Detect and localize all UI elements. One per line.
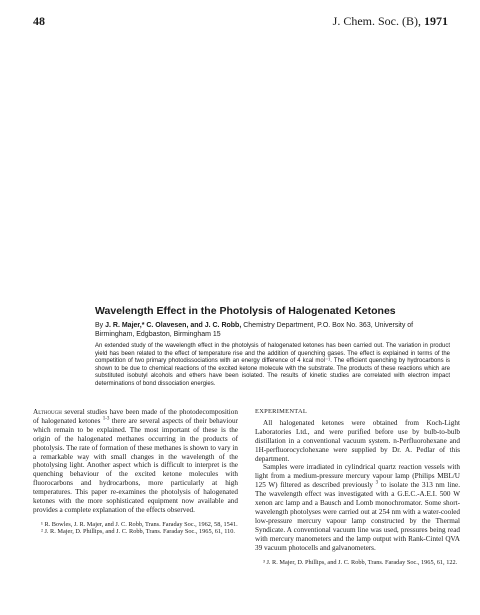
abstract: An extended study of the wavelength effect in the photolysis of halogenated ketones has been carried out. The variation in product yield has been related to the effect of temperature rise and the addition of quenching gases. The effect is explained in terms of the competition of two primary photodissociations with an energy difference of 4 kcal mol⁻¹. The efficient quenching by hydrocarbons is shown to be due to chemical reactions of the excited ketone molecule with the substrate. The products of these reactions which are substituted isobutyl alcohols and ethers have been isolated. The results of kinetic studies are correlated with electron impact determinations of bond dissociation energies.	[95, 343, 450, 387]
section-heading: EXPERIMENTAL	[255, 408, 308, 415]
footnotes-left	[33, 521, 238, 536]
intro-text-a: several studies have been made of the photodecomposition of halogenated ketones	[33, 408, 238, 425]
footnote-1: ¹ R. Bowles, J. R. Majer, and J. C. Robb, Trans. Faraday Soc., 1962, 58, 1541.	[41, 520, 238, 528]
page-number: 48	[33, 14, 45, 28]
affiliation: Chemistry Department, P.O. Box No. 363, University of Birmingham, Edgbaston, Birmingham 15	[95, 322, 414, 338]
intro-dropword: Although	[33, 408, 62, 416]
para2-text-a: Samples were irradiated in cylindrical quartz reaction vessels with light from a medium-pressure mercury vapour lamp (Philips MBL/U 125 W) filtered as described previously	[255, 463, 460, 490]
intro-reference: 1-3	[102, 416, 110, 422]
journal-year: 1971	[424, 14, 448, 28]
journal-name: J. Chem. Soc. (B),	[332, 14, 421, 28]
authors-prefix: By	[95, 322, 106, 329]
journal-reference	[333, 14, 448, 29]
footnotes-right	[255, 559, 460, 567]
author-line	[95, 321, 450, 339]
experimental-paragraph-2	[255, 463, 460, 552]
footnote-2: ² J. R. Majer, D. Phillips, and J. C. Robb, Trans. Faraday Soc., 1965, 61, 110.	[41, 528, 235, 536]
intro-paragraph	[33, 408, 238, 515]
author-names: J. R. Majer,* C. Olavesen, and J. C. Robb,	[105, 322, 242, 329]
article-title: Wavelength Effect in the Photolysis of Halogenated Ketones	[95, 305, 396, 317]
intro-text-b: there are several aspects of their behaviour which remain to be explained. The most important of these is the origin of the halogenated methanes occurring in the products of photolysis. The rate of formation of these methanes is shown to vary in a remarkable way with small changes in the wavelength of the photolysing light. Another aspect which is difficult to interpret is the quenching behaviour of the excited ketone molecules with fluorocarbons and hydrocarbons, more particularly at high temperatures. This paper re-examines the photolysis of halogenated ketones with the more sophisticated equipment now available and provides a complete explanation of the effects observed.	[33, 416, 238, 514]
experimental-paragraph-1: All halogenated ketones were obtained from Koch-Light Laboratories Ltd., and were purified before use by bulb-to-bulb distillation in a conventional vacuum system. n-Perfluorohexane and 1H-perfluorocyclohexane were supplied by Dr. A. Pedlar of this department.	[255, 418, 460, 463]
para2-reference: 3	[375, 480, 379, 486]
para2-text-b: to isolate the 313 nm line. The wavelength effect was investigated with a G.E.C.-A.E.I. 500 W xenon arc lamp and a Bausch and Lomb monochromator. Some short-wavelength photolyses were carried out at 254 nm with a water-cooled low-pressure mercury vapour lamp constructed by the Thermal Syndicate. A conventional vacuum line was used, pressures being read with mercury manometers and the lamp output with Rank-Cintel QVA 39 vacuum photocells and galvanometers.	[255, 481, 460, 552]
footnote-3: ³ J. R. Majer, D. Phillips, and J. C. Robb, Trans. Faraday Soc., 1965, 61, 122.	[263, 558, 458, 566]
right-column	[255, 408, 460, 566]
left-column	[33, 408, 238, 536]
